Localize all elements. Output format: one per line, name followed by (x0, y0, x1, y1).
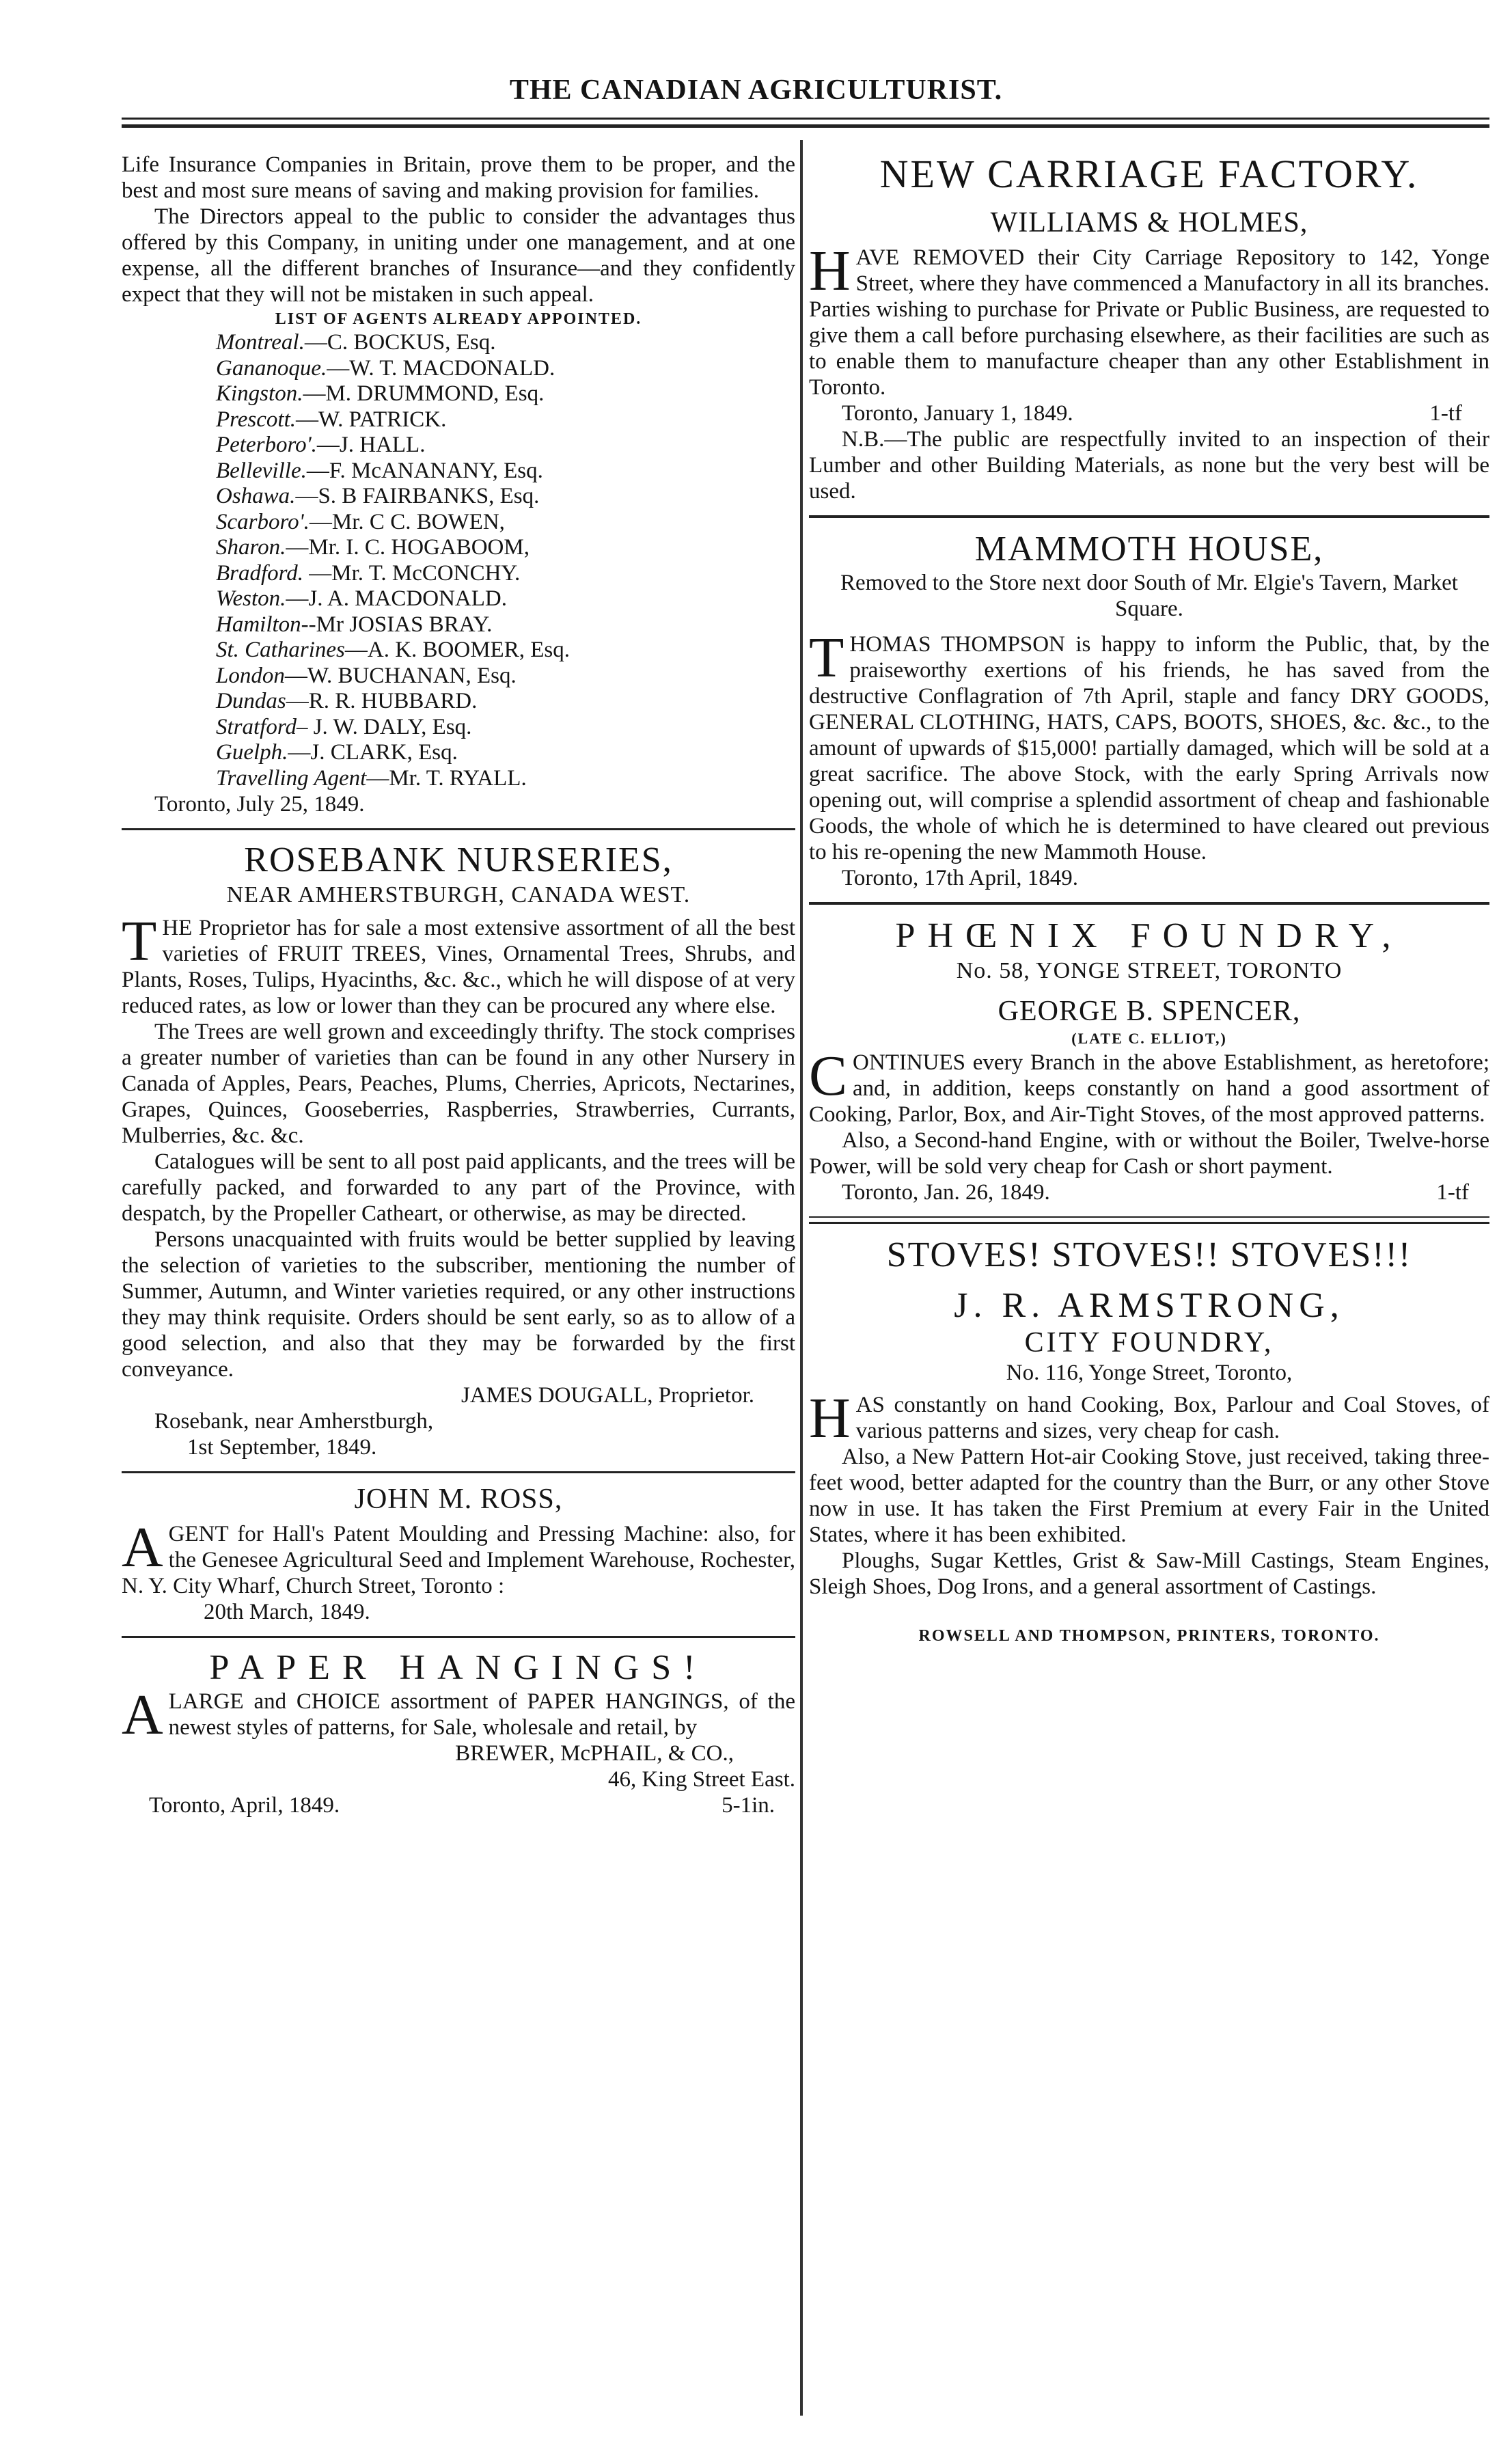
agent-entry (122, 638, 795, 664)
stoves-address: No. 116, Yonge Street, Toronto, (1006, 1361, 1293, 1385)
agent-place: Montreal. (216, 330, 305, 355)
dropcap: C (809, 1044, 848, 1108)
phoenix-text: ONTINUES every Branch in the above Establishment, as heretofore; and, in addition, keeps constantly on hand a good assortment of Cooking, Parlor, Box, and Air-Tight Stoves, of the most approved patterns. (809, 1050, 1489, 1127)
carriage-code: 1-tf (1429, 401, 1462, 426)
agent-name: —S. B FAIRBANKS, Esq. (295, 484, 540, 508)
dropcap: T (122, 910, 157, 973)
carriage-date: Toronto, January 1, 1849. (842, 401, 1073, 426)
agent-entry (122, 535, 795, 561)
phoenix-code: 1-tf (1436, 1180, 1469, 1205)
stoves-ad (809, 1235, 1489, 1600)
agent-place: Scarboro'. (216, 509, 310, 534)
left-column (122, 152, 795, 2445)
agents-heading: LIST OF AGENTS ALREADY APPOINTED. (275, 310, 642, 328)
agent-place: Belleville. (216, 458, 307, 483)
ross-date: 20th March, 1849. (204, 1600, 370, 1624)
paper-title: PAPER HANGINGS! (209, 1648, 708, 1687)
ross-text: GENT for Hall's Patent Moulding and Pressing Machine: also, for the Genesee Agricultural Seed and Implement Warehouse, Rochester, N. Y. City Wharf, Church Street, Toronto : (122, 1522, 795, 1598)
rosebank-paragraph-4: Persons unacquainted with fruits would be better supplied by leaving the selection of varieties to the subscriber, mentioning the number of Summer, Autumn, and Winter varieties required, or any other instructions they may think requisite. Orders should be sent early, so as to allow of a good selection, and also that they may be forwarded by the first conveyance. (122, 1227, 795, 1382)
divider (122, 1636, 795, 1638)
stoves-foundry: CITY FOUNDRY, (1024, 1327, 1274, 1358)
agent-entry (122, 664, 795, 689)
running-head: THE CANADIAN AGRICULTURIST. (509, 74, 1003, 106)
agent-name: —J. HALL. (316, 433, 426, 457)
rosebank-signature: JAMES DOUGALL, Proprietor. (461, 1383, 754, 1408)
agent-entry (122, 561, 795, 587)
mammoth-text: HOMAS THOMPSON is happy to inform the Public, that, by the praiseworthy exertions of his friends, he has saved from the destructive Conflagration of 7th April, staple and fancy DRY GOODS, GENERAL CLOTHING, HATS, CAPS, BOOTS, SHOES, &c. &c., to the amount of upwards of $15,000! partially damaged, which will be sold at a great sacrifice. The above Stock, with the early Spring Arrivals now opening out, will comprise a splendid assortment of cheap and fashionable Goods, the whole of which he is determined to have cleared out previous to his re-opening the new Mammoth House. (809, 632, 1489, 864)
rosebank-paragraph-3: Catalogues will be sent to all post paid applicants, and the trees will be carefully packed, and forwarded to any part of the Province, with despatch, by the Propeller Catheart, or otherwise, as may be directed. (122, 1149, 795, 1226)
agent-entry (122, 330, 795, 356)
insurance-intro-1: Life Insurance Companies in Britain, prove them to be proper, and the best and most sure means of saving and making provision for families. (122, 152, 795, 203)
carriage-factory-ad (809, 152, 1489, 504)
phoenix-foundry-ad (809, 916, 1489, 1205)
agent-entry (122, 766, 795, 792)
carriage-text: AVE REMOVED their City Carriage Repository to 142, Yonge Street, where they have commenced a Manufactory in all its branches. Parties wishing to purchase for Private or Public Business, are requested to give them a call before purchasing elsewhere, as their facilities are such as to enable them to manufacture cheaper than any other Establishment in Toronto. (809, 245, 1489, 400)
agent-place: Weston. (216, 586, 286, 611)
divider (809, 902, 1489, 905)
rosebank-title: ROSEBANK NURSERIES, (244, 841, 673, 879)
agent-place: Dundas (216, 689, 286, 713)
agent-entry (122, 459, 795, 484)
insurance-ad (122, 152, 795, 817)
agent-name: —Mr. T. McCONCHY. (303, 560, 521, 586)
divider (122, 828, 795, 830)
mammoth-house-ad (809, 529, 1489, 891)
mammoth-subtitle: Removed to the Store next door South of Mr. Elgie's Tavern, Market Square. (840, 571, 1458, 621)
printer-imprint: ROWSELL AND THOMPSON, PRINTERS, TORONTO. (918, 1627, 1380, 1645)
agent-place: Kingston. (216, 381, 303, 406)
agent-place: Sharon. (216, 535, 286, 560)
agent-place: Stratford (216, 714, 297, 739)
mammoth-date: Toronto, 17th April, 1849. (842, 866, 1079, 890)
agent-name: —J. A. MACDONALD. (286, 586, 507, 611)
agent-entry (122, 510, 795, 536)
agent-entry (122, 381, 795, 407)
divider (122, 1471, 795, 1473)
stoves-title: STOVES! STOVES!! STOVES!!! (886, 1235, 1412, 1274)
column-rule (800, 140, 803, 2416)
agent-place: London (216, 663, 285, 688)
divider (809, 515, 1489, 518)
rosebank-place: Rosebank, near Amherstburgh, (154, 1409, 434, 1434)
paper-text: LARGE and CHOICE assortment of PAPER HANGINGS, of the newest styles of patterns, for Sale, wholesale and retail, by (168, 1689, 795, 1740)
carriage-firm: WILLIAMS & HOLMES, (990, 207, 1308, 238)
agent-name: —R. R. HUBBARD. (286, 689, 478, 713)
phoenix-title: PHŒNIX FOUNDRY, (895, 916, 1403, 955)
agent-list (122, 330, 795, 791)
john-ross-ad (122, 1483, 795, 1625)
insurance-intro-2: The Directors appeal to the public to consider the advantages thus offered by this Company, in uniting under one management, and at one expense, all the different branches of Insurance—and they confidently expect that they will not be mistaken in such appeal. (122, 204, 795, 307)
header-rule-top (122, 118, 1489, 120)
ross-title: JOHN M. ROSS, (354, 1484, 563, 1515)
rosebank-paragraph-1: HE Proprietor has for sale a most extensive assortment of all the best varieties of FRUIT TREES, Vines, Ornamental Trees, Shrubs, and Plants, Roses, Tulips, Hyacinths, &c. &c., which he will dispose of at very reduced rates, as low or lower than they can be procured any where else. (122, 916, 795, 1018)
agent-place: St. Catharines (216, 638, 345, 662)
agent-name: —M. DRUMMOND, Esq. (303, 381, 545, 406)
paper-firm: BREWER, McPHAIL, & CO., (455, 1741, 734, 1766)
phoenix-owner: GEORGE B. SPENCER, (998, 996, 1301, 1027)
rosebank-paragraph-2: The Trees are well grown and exceedingly thrifty. The stock comprises a greater number of varieties than can be found in any other Nursery in Canada of Apples, Pears, Peaches, Plums, Cherries, Apricots, Nectarines, Grapes, Quinces, Gooseberries, Raspberries, Strawberries, Currants, Mulberries, &c. &c. (122, 1020, 795, 1148)
agent-entry (122, 689, 795, 715)
carriage-title: NEW CARRIAGE FACTORY. (879, 152, 1419, 196)
phoenix-paragraph-2: Also, a Second-hand Engine, with or without the Boiler, Twelve-horse Power, will be sold very cheap for Cash or short payment. (809, 1128, 1489, 1179)
carriage-nb: N.B.—The public are respectfully invited to an inspection of their Lumber and other Building Materials, as none but the very best will be used. (809, 427, 1489, 504)
agent-name: —Mr. C C. BOWEN, (309, 509, 505, 534)
agent-place: Travelling Agent (216, 765, 367, 791)
agent-place: Peterboro'. (216, 433, 317, 457)
stoves-text: AS constantly on hand Cooking, Box, Parlour and Coal Stoves, of various patterns and sizes, very cheap for cash. (855, 1393, 1489, 1443)
right-column (809, 152, 1489, 2445)
agent-name: —Mr. T. RYALL. (366, 765, 527, 791)
paper-address: 46, King Street East. (607, 1767, 795, 1792)
agent-entry (122, 740, 795, 766)
agent-name: --Mr JOSIAS BRAY. (301, 612, 493, 637)
agent-entry (122, 612, 795, 638)
stoves-paragraph-3: Ploughs, Sugar Kettles, Grist & Saw-Mill Castings, Steam Engines, Sleigh Shoes, Dog Irons, and a general assortment of Castings. (809, 1548, 1489, 1599)
agent-name: —A. K. BOOMER, Esq. (344, 638, 570, 662)
paper-hangings-ad (122, 1648, 795, 1818)
agent-name: —W. PATRICK. (296, 407, 447, 432)
paper-code: 5-1in. (721, 1793, 775, 1818)
phoenix-late: (LATE C. ELLIOT,) (1071, 1030, 1227, 1047)
double-divider (809, 1216, 1489, 1224)
dropcap: H (809, 239, 851, 303)
dropcap: T (809, 626, 844, 689)
stoves-firm: J. R. ARMSTRONG, (954, 1286, 1345, 1325)
agent-name: —Mr. I. C. HOGABOOM, (286, 535, 530, 560)
dropcap: H (809, 1387, 851, 1450)
mammoth-title: MAMMOTH HOUSE, (974, 530, 1324, 569)
phoenix-date: Toronto, Jan. 26, 1849. (842, 1180, 1050, 1205)
agent-entry (122, 586, 795, 612)
agent-entry (122, 715, 795, 741)
agent-place: Gananoque. (216, 355, 327, 381)
agent-place: Prescott. (216, 407, 296, 432)
phoenix-address: No. 58, YONGE STREET, TORONTO (956, 958, 1343, 983)
agent-name: —F. McANANANY, Esq. (306, 458, 543, 483)
agent-entry (122, 484, 795, 510)
rosebank-nurseries-ad (122, 840, 795, 1460)
rosebank-subtitle: NEAR AMHERSTBURGH, CANADA WEST. (226, 882, 691, 907)
agent-name: —W. BUCHANAN, Esq. (284, 663, 517, 688)
agent-place: Oshawa. (216, 484, 296, 508)
agent-entry (122, 433, 795, 459)
paper-date: Toronto, April, 1849. (149, 1793, 340, 1818)
dropcap: A (122, 1516, 163, 1579)
stoves-paragraph-2: Also, a New Pattern Hot-air Cooking Stove, just received, taking three-feet wood, better adapted for the country than the Burr, or any other Stove now in use. It has taken the First Premium at every Fair in the United States, where it has been exhibited. (809, 1445, 1489, 1547)
agent-place: Hamilton (216, 612, 301, 637)
agent-entry (122, 407, 795, 433)
agent-name: —J. CLARK, Esq. (288, 740, 458, 765)
agent-place: Guelph. (216, 740, 288, 765)
rosebank-date: 1st September, 1849. (187, 1435, 377, 1460)
agent-place: Bradford. (216, 560, 304, 586)
agents-date: Toronto, July 25, 1849. (154, 792, 365, 817)
agent-name: —C. BOCKUS, Esq. (304, 330, 496, 355)
agent-entry (122, 356, 795, 382)
agent-name: —W. T. MACDONALD. (327, 355, 555, 381)
agent-name: – J. W. DALY, Esq. (296, 714, 472, 739)
dropcap: A (122, 1683, 163, 1747)
header-rule-bottom (122, 124, 1489, 128)
